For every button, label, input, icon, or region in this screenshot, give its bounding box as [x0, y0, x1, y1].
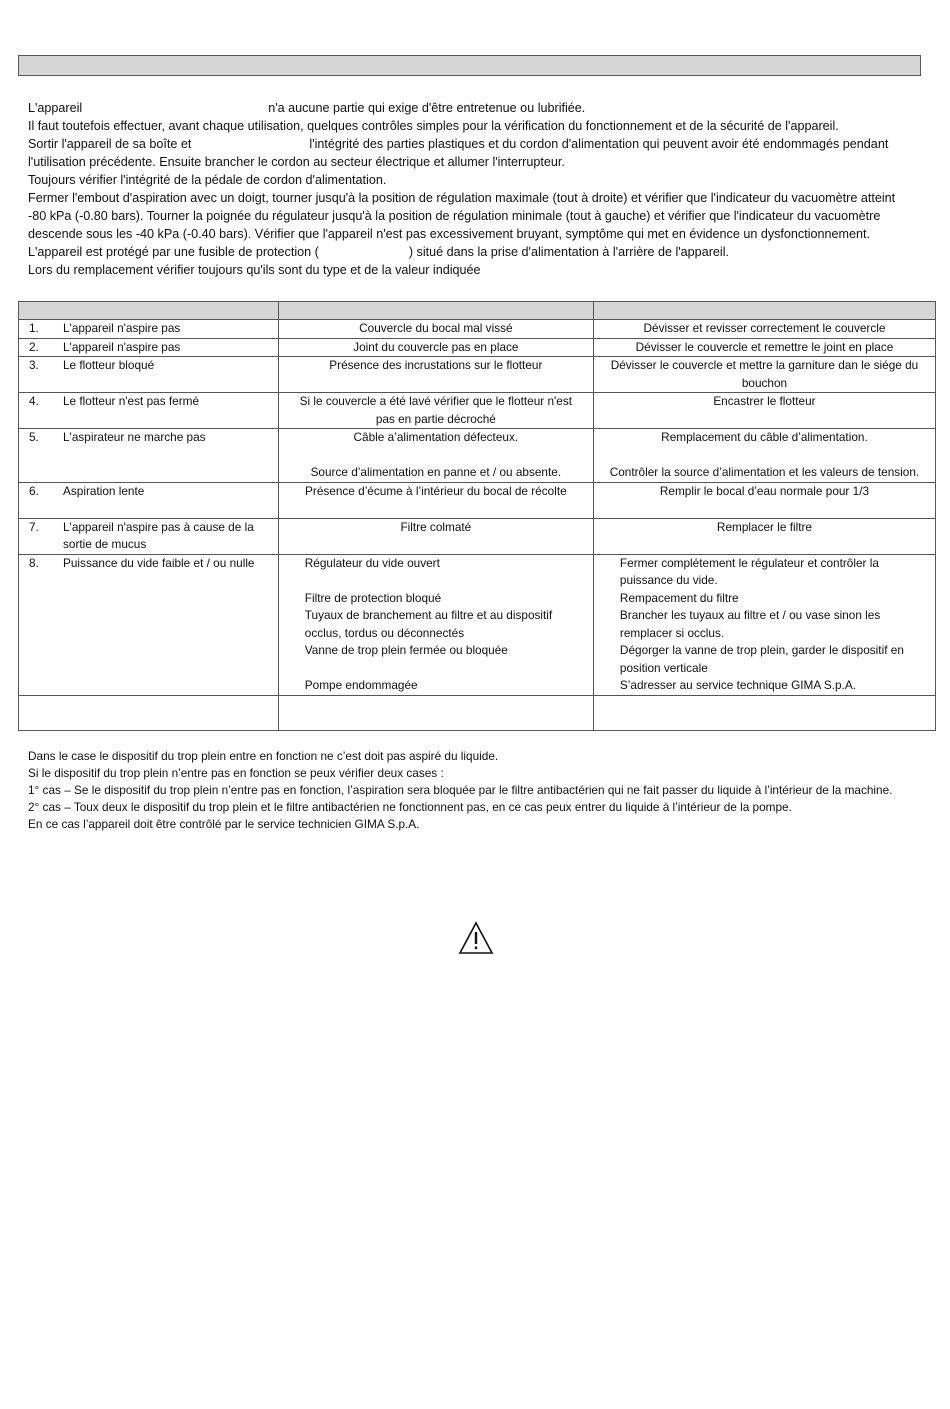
intro-p6-start: L'appareil est protégé par une fusible de protection (	[28, 245, 319, 259]
solution-list	[594, 555, 935, 695]
row-number: 3.	[29, 358, 39, 372]
cause-text: Source d’alimentation en panne et / ou absente.	[310, 465, 562, 479]
solution-cell	[593, 320, 935, 339]
intro-text	[28, 99, 928, 279]
cause-item: Filtre de protection bloqué	[304, 590, 442, 605]
problem-cell	[19, 518, 279, 554]
header-cell-solution	[593, 302, 935, 320]
problem-text: Le flotteur bloqué	[63, 358, 155, 372]
cause-item: Régulateur du vide ouvert	[304, 555, 440, 570]
intro-paragraph-7: Lors du remplacement vérifier toujours qu'ils sont du type et de la valeur indiquée	[28, 263, 481, 277]
intro-paragraph-1	[28, 99, 928, 117]
table-row	[19, 429, 936, 483]
solution-cell	[593, 338, 935, 357]
table-row	[19, 518, 936, 554]
intro-paragraph-5-line3: descende sous les -40 kPa (-0.40 bars). Vérifier que l'appareil n'est pas excessivement bruyant, symptôme qui met en évidence un dysfonctionnement.	[28, 227, 871, 241]
row-number: 7.	[29, 519, 39, 534]
cause-item: Vanne de trop plein fermée ou bloquée	[304, 643, 508, 657]
intro-paragraph-5-line2: -80 kPa (-0.80 bars). Tourner la poignée du régulateur jusqu'à la position de régulation minimale (tout à gauche) et vérifier que l'indicateur du vacuomètre	[28, 209, 881, 223]
row-number: 4.	[29, 394, 39, 408]
problem-text: L'appareil n'aspire pas à cause de la sortie de mucus	[63, 519, 254, 551]
problem-cell	[19, 554, 279, 695]
cause-list	[279, 555, 593, 695]
problem-cell	[19, 357, 279, 393]
cause-cell	[278, 518, 593, 554]
problem-cell	[19, 320, 279, 339]
note-line: Si le dispositif du trop plein n’entre pas en fonction se peux vérifier deux cases :	[28, 766, 444, 780]
solution-cell	[593, 554, 935, 695]
solution-text: Dévisser le couvercle et remettre le joint en place	[635, 339, 894, 354]
solution-text: Remplir le bocal d’eau normale pour 1/3	[659, 483, 870, 498]
problem-cell	[19, 393, 279, 429]
table-row	[19, 320, 936, 339]
warning-triangle-icon	[458, 921, 494, 955]
intro-paragraph-3-line2: l'utilisation précédente. Ensuite brancher le cordon au secteur électrique et allumer l'interrupteur.	[28, 155, 565, 169]
troubleshooting-table	[18, 301, 936, 731]
intro-paragraph-2: Il faut toutefois effectuer, avant chaque utilisation, quelques contrôles simples pour la vérification du fonctionnement et de la sécurité de l'appareil.	[28, 119, 839, 133]
table-row	[19, 554, 936, 695]
note-line: 2° cas – Toux deux le dispositif du trop plein et le filtre antibactérien ne fonctionnent pas, en ce cas peux entrer du liquide à l’intérieur de la pompe.	[28, 800, 792, 814]
cause-cell	[278, 338, 593, 357]
intro-p6-end: ) situé dans la prise d'alimentation à l'arrière de l'appareil.	[408, 245, 729, 259]
cause-cell	[278, 429, 593, 483]
solution-item: Brancher les tuyaux au filtre et / ou vase sinon les remplacer si occlus.	[619, 608, 881, 640]
solution-text: Contrôler la source d’alimentation et les valeurs de tension.	[609, 465, 920, 479]
intro-p1-start: L'appareil	[28, 101, 83, 115]
intro-paragraph-5-line1: Fermer l'embout d'aspiration avec un doigt, tourner jusqu'à la position de régulation maximale (tout à droite) et vérifier que l'indicateur du vacuomètre atteint	[28, 191, 896, 205]
section-header-bar	[18, 55, 921, 76]
cause-text: Présence d’écume à l’intérieur du bocal de récolte	[305, 483, 567, 498]
cause-text: Présence des incrustations sur le flotteur	[329, 358, 543, 372]
problem-cell	[19, 338, 279, 357]
row-number: 5.	[29, 430, 39, 444]
row-number: 6.	[29, 483, 39, 498]
solution-text: Remplacement du câble d’alimentation.	[661, 430, 868, 444]
table-row-empty	[19, 695, 936, 730]
header-cell-cause	[278, 302, 593, 320]
table-row	[19, 482, 936, 518]
solution-item: Fermer complétement le régulateur et contrôler la puissance du vide.	[619, 555, 879, 587]
intro-p3-end: l'intégrité des parties plastiques et du cordon d'alimentation qui peuvent avoir été endommagés pendant	[309, 137, 889, 151]
intro-p3-start: Sortir l'appareil de sa boîte et	[28, 137, 192, 151]
problem-text: Puissance du vide faible et / ou nulle	[63, 555, 255, 570]
table-header-row	[19, 302, 936, 320]
intro-paragraph-6	[28, 243, 928, 261]
solution-item: S’adresser au service technique GIMA S.p.A.	[619, 678, 856, 692]
cause-text: Câble a’alimentation défecteux.	[353, 430, 519, 444]
intro-paragraph-3	[28, 135, 928, 153]
note-line: 1° cas – Se le dispositif du trop plein n’entre pas en fonction, l’aspiration sera bloquée par le filtre antibactérien qui ne fait passer du liquide à l’intérieur de la machine.	[28, 783, 893, 797]
cause-text: Filtre colmaté	[400, 519, 472, 534]
empty-cell	[593, 695, 935, 730]
cause-cell	[278, 482, 593, 518]
problem-text: Aspiration lente	[63, 483, 145, 498]
cause-text: Si le couvercle a été lavé vérifier que le flotteur n'est pas en partie décroché	[299, 394, 573, 426]
solution-item: Rempacement du filtre	[619, 590, 739, 605]
solution-text: Encastrer le flotteur	[713, 394, 816, 408]
cause-cell	[278, 320, 593, 339]
cause-item: Tuyaux de branchement au filtre et au dispositif occlus, tordus ou déconnectés	[304, 608, 553, 640]
row-number: 1.	[29, 321, 39, 335]
solution-text: Dévisser le couvercle et mettre la garniture dan le siége du bouchon	[610, 358, 919, 390]
problem-text: L'aspirateur ne marche pas	[63, 430, 206, 444]
header-cell-problem	[19, 302, 279, 320]
empty-cell	[19, 695, 279, 730]
row-number: 8.	[29, 555, 39, 570]
solution-text: Dévisser et revisser correctement le couvercle	[643, 321, 886, 335]
solution-item: Dégorger la vanne de trop plein, garder le dispositif en position verticale	[619, 643, 904, 675]
solution-cell	[593, 429, 935, 483]
problem-text: L'appareil n'aspire pas	[63, 321, 181, 335]
problem-text: L'appareil n'aspire pas	[63, 339, 181, 354]
note-line: En ce cas l’appareil doit être contrôlé par le service technicien GIMA S.p.A.	[28, 817, 420, 831]
row-number: 2.	[29, 339, 39, 354]
notes-section	[28, 748, 938, 833]
cause-text: Couvercle du bocal mal vissé	[359, 321, 513, 335]
solution-cell	[593, 482, 935, 518]
table-row	[19, 393, 936, 429]
table-row	[19, 357, 936, 393]
empty-cell	[278, 695, 593, 730]
cause-item: Pompe endommagée	[304, 678, 418, 692]
problem-cell	[19, 429, 279, 483]
problem-cell	[19, 482, 279, 518]
cause-cell	[278, 393, 593, 429]
solution-cell	[593, 393, 935, 429]
intro-paragraph-4: Toujours vérifier l'intégrité de la pédale de cordon d'alimentation.	[28, 173, 387, 187]
cause-text: Joint du couvercle pas en place	[353, 339, 519, 354]
cause-cell	[278, 554, 593, 695]
solution-text: Remplacer le filtre	[716, 519, 812, 534]
solution-cell	[593, 357, 935, 393]
note-line: Dans le case le dispositif du trop plein entre en fonction ne c’est doit pas aspiré du liquide.	[28, 749, 499, 763]
solution-cell	[593, 518, 935, 554]
intro-p1-end: n'a aucune partie qui exige d'être entretenue ou lubrifiée.	[268, 101, 586, 115]
table-row	[19, 338, 936, 357]
problem-text: Le flotteur n'est pas fermé	[63, 394, 200, 408]
cause-cell	[278, 357, 593, 393]
